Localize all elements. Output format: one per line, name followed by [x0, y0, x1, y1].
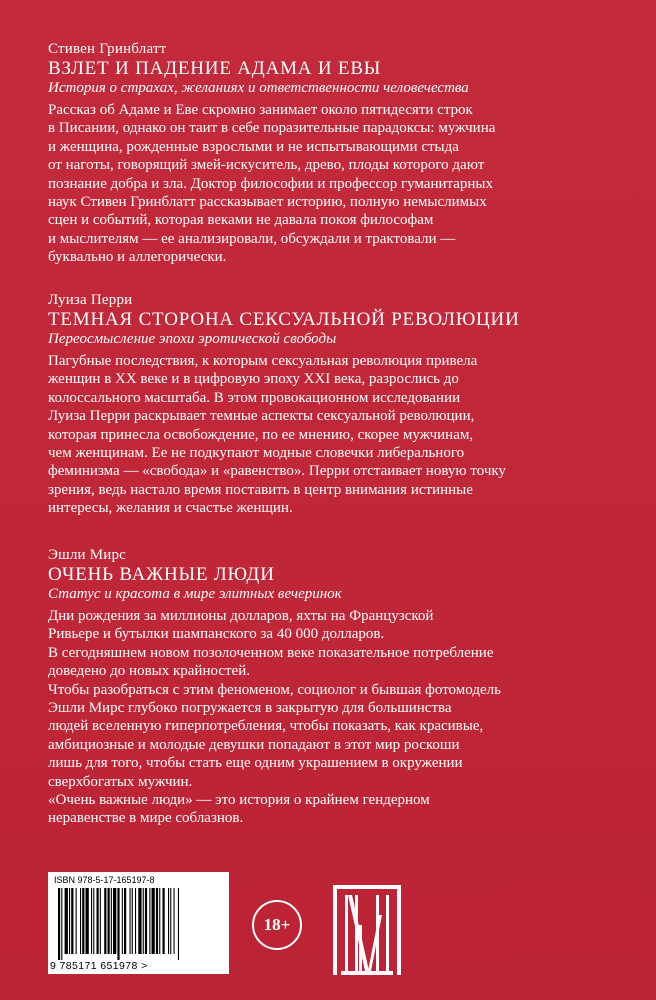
barcode-bar: [170, 888, 171, 954]
description-line: в Писании, однако он таит в себе поразительные парадоксы: мужчина: [48, 120, 496, 137]
description-line: и женщина, рожденные взрослыми и не испытывающими стыда: [48, 138, 459, 155]
barcode-bar: [163, 888, 165, 954]
book-title: ТЕМНАЯ СТОРОНА СЕКСУАЛЬНОЙ РЕВОЛЮЦИИ: [48, 309, 520, 330]
description-line: Луиза Перри раскрывает темные аспекты сексуальной революции,: [48, 408, 475, 425]
barcode-panel: [48, 872, 229, 974]
description-line: неравенстве в мире соблазнов.: [48, 810, 244, 827]
barcode-bar: [65, 888, 68, 954]
description-line: сверхбогатых мужчин.: [48, 773, 193, 790]
barcode-bar: [82, 888, 84, 954]
description-line: Ривьере и бутылки шампанского за 40 000 долларов.: [48, 626, 385, 643]
description-line: женщин в XX веке и в цифровую эпоху XXI века, разрослись до: [48, 371, 459, 388]
book-subtitle: История о страхах, желаниях и ответственности человечества: [48, 80, 469, 96]
description-line: феминизма — «свобода» и «равенство». Перри отстаивает новую точку: [48, 463, 506, 480]
barcode-bar: [113, 888, 116, 954]
barcode-bar: [135, 888, 136, 954]
barcode-bar: [86, 888, 89, 954]
description-line: Чтобы разобраться с этим феноменом, социолог и бывшая фотомодель: [48, 681, 501, 698]
barcode-bar: [130, 888, 131, 954]
age-rating-text: 18+: [263, 915, 291, 934]
barcode-bar: [145, 888, 147, 954]
barcode-bar: [93, 888, 94, 954]
book-author: Стивен Гринблатт: [48, 41, 167, 57]
publisher-logo-icon: [331, 885, 403, 975]
barcode-bar: [122, 888, 123, 954]
description-line: Рассказ об Адаме и Еве скромно занимает около пятидесяти строк: [48, 102, 473, 118]
book-author: Луиза Перри: [48, 292, 133, 308]
description-line: лишь для того, чтобы стать еще одним украшением в окружении: [48, 755, 463, 772]
barcode-bar: [76, 888, 77, 954]
description-line: наук Стивен Гринблатт рассказывает историю, полную немыслимых: [48, 193, 487, 210]
barcode-bar: [111, 888, 112, 954]
barcode-bar: [138, 888, 141, 954]
description-line: познание добра и зла. Доктор философии и профессор гуманитарных: [48, 175, 494, 192]
isbn-label: ISBN 978-5-17-165197-8: [54, 875, 155, 885]
book-block-3: [48, 547, 613, 828]
barcode-bar: [143, 888, 144, 954]
description-line: «Очень важные люди» — это история о крайнем гендерном: [48, 791, 430, 808]
description-line: и мыслителям — ее анализировали, обсуждали и трактовали —: [48, 230, 456, 247]
description-line: сцен и событий, которая веками не давала покоя философам: [48, 212, 434, 229]
book-title: ВЗЛЕТ И ПАДЕНИЕ АДАМА И ЕВЫ: [48, 58, 382, 79]
book-description: [48, 607, 613, 828]
book-block-2: [48, 292, 613, 518]
description-line: зрения, ведь настало время поставить в центр внимания истинные: [48, 481, 473, 498]
barcode-bar: [159, 888, 160, 954]
description-line: от наготы, говорящий змей-искуситель, древо, плоды которого дают: [48, 157, 485, 174]
book-description: [48, 352, 613, 518]
barcode-bar: [97, 888, 99, 954]
description-line: интересы, желания и счастье женщин.: [48, 500, 293, 517]
barcode-digits: 9 785171 651978 >: [50, 960, 148, 972]
age-rating-badge: [252, 900, 302, 950]
barcode-bar: [100, 888, 101, 954]
barcode-bar: [156, 888, 158, 954]
barcode-bar: [108, 888, 110, 954]
description-line: которая принесла освобождение, по ее мнению, скорее мужчинам,: [48, 426, 474, 443]
description-line: буквально и аллегорически.: [48, 249, 227, 266]
barcode-bar: [61, 888, 62, 960]
barcode-icon: [54, 888, 223, 960]
description-line: Дни рождения за миллионы долларов, яхты на Французской: [48, 608, 434, 624]
barcode-bar: [58, 888, 60, 960]
description-line: Эшли Мирс глубоко погружается в закрытую для большинства: [48, 699, 452, 716]
barcode-bar: [152, 888, 155, 954]
book-block-1: [48, 41, 613, 267]
barcode-bar: [91, 888, 92, 954]
barcode-bar: [104, 888, 106, 954]
barcode-bar: [69, 888, 70, 954]
barcode-bar: [132, 888, 133, 954]
book-description: [48, 101, 613, 267]
barcode-bar: [149, 888, 150, 954]
book-title: ОЧЕНЬ ВАЖНЫЕ ЛЮДИ: [48, 564, 275, 585]
barcode-bar: [117, 888, 119, 960]
description-line: людей вселенную гиперпотребления, чтобы показать, как красивые,: [48, 718, 484, 735]
book-subtitle: Переосмысление эпохи эротической свободы: [48, 331, 337, 347]
description-line: Пагубные последствия, к которым сексуальная революция привела: [48, 353, 478, 369]
barcode-bar: [178, 888, 179, 960]
barcode-bar: [80, 888, 81, 954]
barcode-bar: [124, 888, 126, 954]
description-line: В сегодняшнем новом позолоченном веке показательное потребление: [48, 644, 494, 661]
barcode-bar: [71, 888, 73, 954]
book-author: Эшли Мирс: [48, 547, 127, 563]
barcode-bar: [174, 888, 175, 954]
description-line: колоссального масштаба. В этом провокационном исследовании: [48, 389, 461, 406]
description-line: доведено до новых крайностей.: [48, 663, 250, 680]
description-line: чем женщинам. Ее не подкупают модные словечки либерального: [48, 444, 465, 461]
book-subtitle: Статус и красота в мире элитных вечеринок: [48, 586, 342, 602]
barcode-bar: [168, 888, 169, 954]
description-line: амбициозные и молодые девушки попадают в этот мир роскоши: [48, 736, 460, 753]
